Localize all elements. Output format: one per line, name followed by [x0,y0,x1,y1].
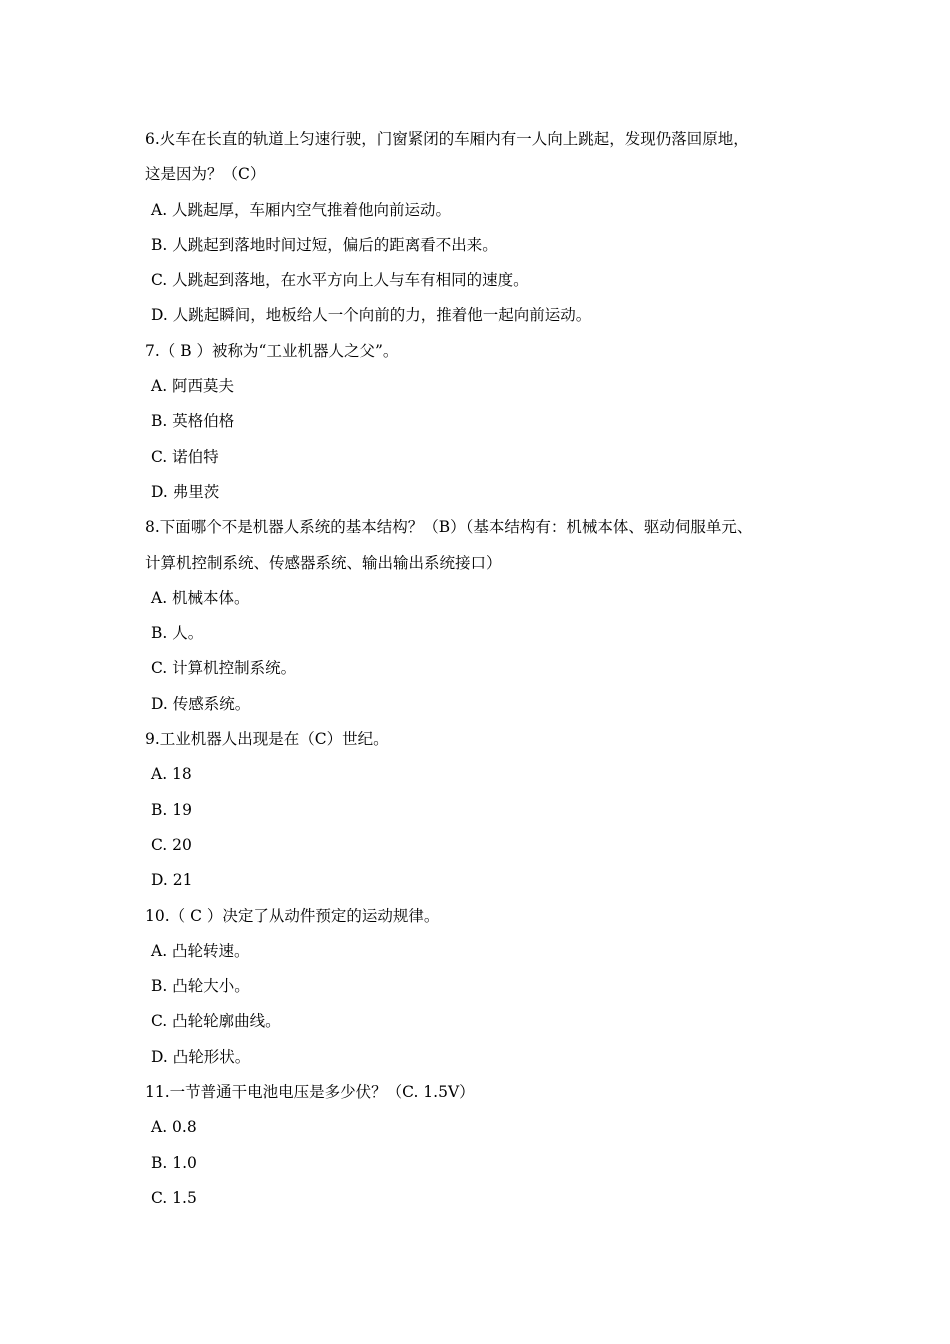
option-c: C. 1.5 [151,1188,197,1207]
question-8 [145,510,815,722]
option-a: A. 18 [151,765,192,784]
question-text: 11.一节普通干电池电压是多少伏？（C. 1.5V） [145,1083,475,1102]
option-c: C. 诺伯特 [151,447,219,466]
option-a: A. 0.8 [151,1118,197,1137]
option-b: B. 人跳起到落地时间过短，偏后的距离看不出来。 [151,235,498,254]
option-b: B. 1.0 [151,1153,197,1172]
question-text: 这是因为？（C） [145,165,266,184]
option-a: A. 机械本体。 [151,588,250,607]
option-b: B. 19 [151,800,192,819]
option-c: C. 凸轮轮廓曲线。 [151,1012,281,1031]
option-a: A. 阿西莫夫 [151,377,235,396]
option-a: A. 人跳起厚，车厢内空气推着他向前运动。 [151,200,452,219]
question-text: 8.下面哪个不是机器人系统的基本结构？（B）（基本结构有：机械本体、驱动伺服单元、 [145,518,753,537]
option-d: D. 弗里茨 [151,482,220,501]
document-page [145,122,815,1216]
option-b: B. 人。 [151,624,204,643]
option-b: B. 英格伯格 [151,412,235,431]
option-a: A. 凸轮转速。 [151,941,250,960]
question-11 [145,1075,815,1216]
option-d: D. 21 [151,871,193,890]
question-9 [145,722,815,898]
question-text: 计算机控制系统、传感器系统、输出输出系统接口） [145,553,502,572]
option-c: C. 20 [151,835,192,854]
option-d: D. 人跳起瞬间，地板给人一个向前的力，推着他一起向前运动。 [151,306,592,325]
option-d: D. 传感系统。 [151,694,251,713]
question-text: 10.（ C ）决定了从动件预定的运动规律。 [145,906,440,925]
option-c: C. 人跳起到落地，在水平方向上人与车有相同的速度。 [151,271,529,290]
question-text: 6.火车在长直的轨道上匀速行驶，门窗紧闭的车厢内有一人向上跳起，发现仍落回原地， [145,130,749,148]
option-c: C. 计算机控制系统。 [151,659,297,678]
question-6 [145,122,815,334]
option-d: D. 凸轮形状。 [151,1047,251,1066]
option-b: B. 凸轮大小。 [151,977,250,996]
question-text: 9.工业机器人出现是在（C）世纪。 [145,730,389,749]
question-10 [145,899,815,1075]
question-7 [145,334,815,510]
question-text: 7.（ B ）被称为“工业机器人之父”。 [145,341,399,360]
